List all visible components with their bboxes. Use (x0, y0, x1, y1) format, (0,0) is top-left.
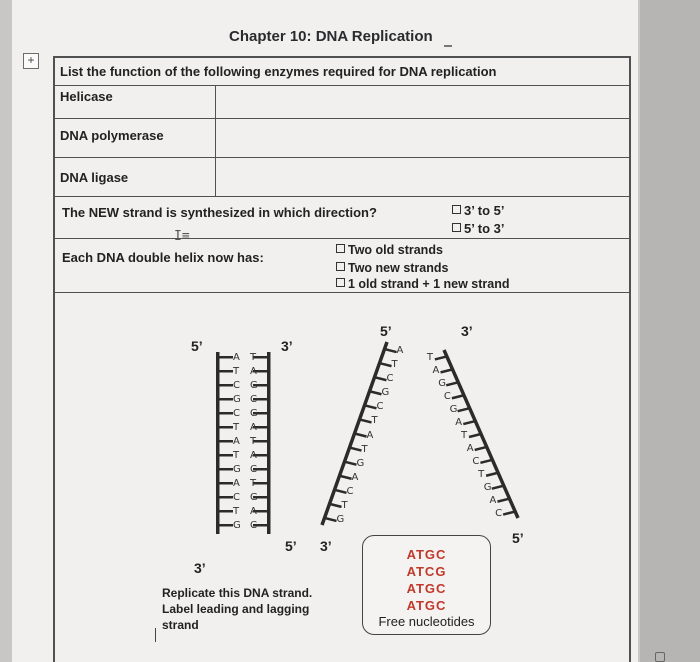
base-letter: A (250, 506, 257, 517)
checkbox-icon[interactable] (452, 223, 461, 232)
text-cursor-icon: I≡ (174, 229, 190, 244)
base-letter: G (336, 513, 345, 525)
helicase-answer-cell[interactable] (217, 86, 628, 117)
base-letter: A (250, 422, 257, 433)
right-strand-5-prime-label: 5’ (380, 323, 392, 339)
base-letter: G (449, 404, 458, 416)
right-rung (370, 391, 382, 394)
right-rung (452, 395, 464, 398)
base-letter: C (386, 373, 394, 385)
base-letter: A (366, 429, 374, 441)
helix-question: Each DNA double helix now has: (62, 250, 264, 265)
base-letter: A (351, 471, 359, 483)
table-border (629, 56, 631, 662)
base-letter: A (233, 436, 240, 447)
base-letter: T (371, 415, 378, 427)
table-divider (53, 196, 630, 197)
left-rung (219, 496, 233, 499)
right-bottom-5-prime-label: 5’ (512, 530, 524, 546)
base-letter: C (376, 401, 384, 413)
left-bottom-3-prime-label: 3’ (194, 560, 206, 576)
option-5-to-3[interactable]: 5’ to 3’ (452, 221, 504, 236)
base-letter: G (438, 378, 446, 390)
ligase-answer-cell[interactable] (217, 158, 628, 195)
right-rung (350, 448, 362, 451)
right-rung (463, 421, 475, 424)
enzyme-question: List the function of the following enzymes required for DNA replication (60, 64, 497, 79)
left-bottom-5-prime-label: 5’ (285, 538, 297, 554)
nucleotide-sequence-2: ATCG (406, 564, 447, 579)
base-letter: C (250, 520, 257, 531)
text-insertion-cursor (155, 628, 156, 642)
right-rung (355, 434, 367, 437)
left-rung (219, 398, 233, 401)
left-rung (219, 482, 233, 485)
base-letter: C (472, 455, 480, 467)
table-move-handle-icon[interactable]: + (23, 53, 39, 69)
base-letter: G (250, 408, 258, 419)
left-backbone-2 (267, 352, 271, 534)
right-rung (492, 486, 504, 489)
left-rung (219, 440, 233, 443)
free-nucleotides-box (362, 535, 491, 635)
base-letter: T (341, 499, 348, 511)
right-rung (469, 434, 481, 437)
enzyme-helicase: Helicase (60, 89, 113, 104)
base-letter: G (381, 387, 390, 399)
left-backbone-1 (216, 352, 220, 534)
base-letter: A (466, 442, 474, 454)
right-rung (365, 405, 377, 408)
left-rung (219, 384, 233, 387)
table-divider (53, 238, 630, 239)
base-letter: G (483, 481, 492, 493)
background-surface (640, 0, 700, 662)
table-column-divider (215, 85, 216, 196)
right-bottom-3-prime-label: 3’ (320, 538, 332, 554)
right-rung (330, 504, 342, 507)
checkbox-icon[interactable] (336, 244, 345, 253)
right-rung (497, 499, 509, 502)
left-rung (219, 370, 233, 373)
base-letter: T (250, 436, 257, 447)
left-rung (219, 356, 233, 359)
nucleotide-sequence-1: ATGC (406, 547, 447, 562)
option-two-new-strands[interactable]: Two new strands (336, 261, 448, 275)
page-title: Chapter 10: DNA Replication (229, 28, 433, 45)
title-mark (444, 45, 452, 47)
nucleotide-sequence-3: ATGC (406, 581, 447, 596)
left-dna-ladder (205, 352, 285, 542)
base-letter: A (250, 366, 257, 377)
base-letter: C (250, 394, 257, 405)
base-letter: C (233, 380, 240, 391)
base-letter: C (233, 408, 240, 419)
base-letter: T (250, 478, 257, 489)
free-nucleotides-caption: Free nucleotides (378, 614, 475, 629)
table-border (53, 56, 55, 662)
option-3-to-5[interactable]: 3’ to 5’ (452, 203, 504, 218)
base-letter: T (391, 359, 398, 371)
base-letter: T (250, 352, 257, 363)
base-letter: T (461, 430, 468, 441)
right-rung (325, 518, 337, 521)
base-letter: T (478, 468, 485, 480)
table-divider (53, 292, 630, 293)
right-rung (385, 349, 397, 352)
left-rung (219, 412, 233, 415)
left-rung (219, 426, 233, 429)
right-rung (380, 363, 392, 366)
right-rung (340, 476, 352, 479)
checkbox-icon[interactable] (336, 278, 345, 287)
right-rung (345, 462, 357, 465)
right-rung (446, 382, 458, 385)
right-rung (458, 408, 470, 411)
base-letter: A (455, 417, 463, 429)
option-two-old-strands[interactable]: Two old strands (336, 243, 443, 257)
instruction-text: Replicate this DNA strand. Label leading and lagging strand (162, 586, 313, 632)
nucleotide-sequence-4: ATGC (406, 598, 447, 613)
direction-question: The NEW strand is synthesized in which direction? (62, 205, 377, 220)
right-rung (480, 460, 492, 463)
enzyme-dna-ligase: DNA ligase (60, 170, 129, 185)
left-strand-5-prime-label: 5’ (191, 338, 203, 354)
base-letter: G (233, 394, 241, 405)
base-letter: G (356, 457, 365, 469)
right-rung (435, 356, 447, 359)
right-rung (503, 512, 515, 515)
option-one-old-one-new[interactable]: 1 old strand + 1 new strand (336, 277, 510, 291)
base-letter: T (426, 352, 433, 364)
checkbox-icon[interactable] (452, 205, 461, 214)
right-strand-3-prime-label: 3’ (461, 323, 473, 339)
base-letter: A (250, 450, 257, 461)
base-letter: G (250, 380, 258, 391)
left-rung (219, 524, 233, 527)
base-letter: T (233, 506, 240, 517)
base-letter: C (233, 492, 240, 503)
resize-corner-icon[interactable] (655, 652, 665, 662)
base-letter: C (495, 507, 503, 519)
base-letter: A (489, 494, 497, 506)
right-rung (486, 473, 498, 476)
left-rung (219, 510, 233, 513)
enzyme-dna-polymerase: DNA polymerase (60, 128, 164, 143)
base-letter: A (432, 365, 440, 377)
base-letter: T (233, 366, 240, 377)
base-letter: C (250, 464, 257, 475)
table-border (53, 56, 630, 58)
base-letter: T (361, 443, 368, 455)
base-letter: G (250, 492, 258, 503)
right-rung (335, 490, 347, 493)
left-rung (219, 454, 233, 457)
checkbox-icon[interactable] (336, 262, 345, 271)
polymerase-answer-cell[interactable] (217, 119, 628, 156)
right-rung (441, 369, 453, 372)
left-rungs (219, 356, 267, 527)
right-dna-strands (300, 330, 540, 535)
left-rung (219, 468, 233, 471)
right-rung (475, 447, 487, 450)
base-letter: G (233, 464, 241, 475)
base-letter: T (233, 450, 240, 461)
left-strand-3-prime-label: 3’ (281, 338, 293, 354)
right-rung (360, 419, 372, 422)
base-letter: A (233, 352, 240, 363)
base-letter: A (396, 345, 404, 357)
base-letter: T (233, 422, 240, 433)
base-letter: A (233, 478, 240, 489)
right-rung (375, 377, 387, 380)
base-letter: G (233, 520, 241, 531)
base-letter: C (443, 391, 451, 403)
base-letter: C (346, 485, 354, 497)
